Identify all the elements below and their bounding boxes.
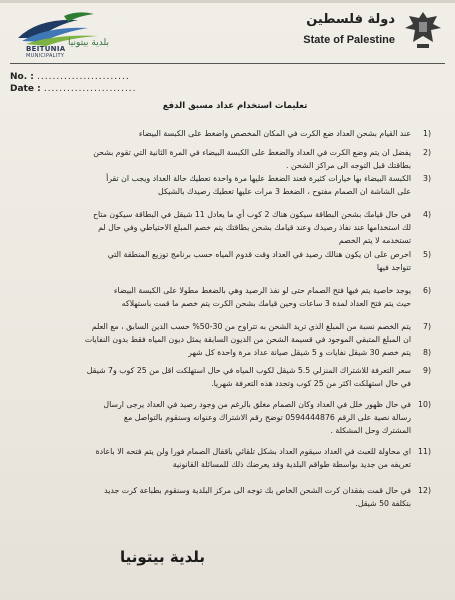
instruction-line: تعريفه من جديد بواسطة طواقم البلدية وقد يعرضك ذلك للمسائلة القانونية bbox=[172, 460, 411, 469]
instruction-number: 12) bbox=[418, 486, 431, 495]
instruction-line: يوجد خاصية يتم فيها فتح الصمام حتى لو نفذ الرصيد وهي بالضغط مطولا على الكبسة البيضاء bbox=[113, 286, 411, 295]
instruction-line: في حال قيامك بشحن البطاقة سيكون هناك 2 كوب أي ما يعادل 11 شيقل في البطاقة سيكون متاح bbox=[93, 210, 411, 219]
state-name-en: State of Palestine bbox=[303, 34, 395, 46]
instruction-line: في حال ظهور خلل في العداد وكان الصمام مغلق بالرغم من وجود رصيد في العداد يرجى ارسال bbox=[103, 400, 411, 409]
instruction-line: في حال استهلكت اكثر من 25 كوب وتجدد هذه التعرفة شهريا. bbox=[211, 379, 411, 388]
scan-edge bbox=[0, 0, 455, 3]
instruction-number: 3) bbox=[422, 174, 431, 183]
instruction-line: حيث يتم فتح العداد لمدة 3 ساعات وحين قيامك بشحن الكرت يتم خصم ما قمت باستهلاكه bbox=[121, 299, 411, 308]
document-title: تعليمات استخدام عداد مسبق الدفع bbox=[162, 101, 308, 111]
document-number: No. : ........................ bbox=[10, 72, 130, 82]
instruction-item bbox=[26, 346, 431, 359]
instruction-number: 10) bbox=[418, 400, 431, 409]
instruction-item bbox=[26, 445, 431, 471]
instruction-number: 2) bbox=[422, 148, 431, 157]
instruction-line: تتواجد فيها bbox=[376, 263, 411, 272]
instruction-line: يتم الخصم نسبة من المبلغ الذي تريد الشحن به تتراوح من 30-50% حسب الدين السابق ، مع العلم bbox=[91, 322, 411, 331]
municipality-name-ar-logo: بلدية بيتونيا bbox=[68, 38, 109, 48]
instruction-line: في حال قمت بفقدان كرت الشحن الخاص بك توجه الى مركز البلدية وسنقوم بطباعة كرت جديد bbox=[104, 486, 411, 495]
instruction-number: 7) bbox=[422, 322, 431, 331]
instruction-item bbox=[26, 208, 431, 247]
instruction-item bbox=[26, 172, 431, 198]
instruction-item bbox=[26, 284, 431, 310]
header-divider bbox=[10, 63, 445, 64]
instruction-line: لك استخدامها عند نفاذ رصيدك وعند قيامك بشحن بطاقتك يتم خصم المبلغ الاحتياطي وفي حال لم bbox=[98, 223, 411, 232]
instruction-line: رسالة نصية على الرقم 0594444876 توضح رقم الاشتراك وعنوانه وسنقوم بالتواصل مع bbox=[123, 413, 411, 422]
instruction-number: 11) bbox=[418, 447, 431, 456]
instruction-line: على الشاشة ان الصمام مفتوح ، الضغط 3 مرات عليها تعطيك رصيدك بالشيكل bbox=[158, 187, 411, 196]
instruction-item bbox=[26, 364, 431, 390]
instruction-number: 4) bbox=[422, 210, 431, 219]
instruction-item bbox=[26, 146, 431, 172]
instruction-number: 8) bbox=[422, 348, 431, 357]
instruction-item bbox=[26, 248, 431, 274]
instruction-line: ان المبلغ المتبقي الموجود في قسيمة الشحن من الديون السابقة يمثل ديون المياه فقط بدون النفايات bbox=[84, 335, 411, 344]
instruction-item bbox=[26, 484, 431, 510]
instruction-number: 6) bbox=[422, 286, 431, 295]
instruction-line: بتكلفة 50 شيقل. bbox=[355, 499, 411, 508]
signoff-municipality: بلدية بيتونيا bbox=[119, 548, 205, 566]
instruction-line: يفضل ان يتم وضع الكرت في العداد والضغط على الكبسة البيضاء في المرة الثانية التي تقوم بشحن bbox=[93, 148, 411, 157]
beitunia-logo bbox=[8, 8, 132, 60]
instruction-line: بطاقتك قبل التوجه الى مراكز الشحن . bbox=[285, 161, 411, 170]
palestine-eagle-emblem-icon bbox=[403, 8, 443, 52]
instruction-number: 9) bbox=[422, 366, 431, 375]
instruction-number: 1) bbox=[422, 129, 431, 138]
instruction-item bbox=[26, 320, 431, 346]
instruction-line: المشترك وحل المشكلة . bbox=[330, 426, 411, 435]
instruction-line: سعر التعرفة للاشتراك المنزلي 5.5 شيقل لكوب المياه في حال استهلكت اقل من 25 كوب و7 شيقل bbox=[86, 366, 411, 375]
instruction-line: يتم خصم 30 شيقل نفايات و 5 شيقل صيانة عداد مرة واحدة كل شهر bbox=[188, 348, 411, 357]
instruction-line: اي محاولة للعبث في العداد سيقوم العداد بشكل تلقائي باقفال الصمام فورا ولن يتم فتحه الا باعادة bbox=[95, 447, 411, 456]
instruction-line: تستخدمه لا يتم الخصم bbox=[338, 236, 411, 245]
instruction-line: احرص على ان يكون هنالك رصيد في العداد وقت قدوم المياه حسب برنامج توزيع المنطقة التي bbox=[107, 250, 411, 259]
instruction-line: الكبسة البيضاء بها خيارات كثيرة فعند الضغط عليها مرة واحدة تعطيك حالة العداد ويجب ان تقرأ bbox=[106, 174, 411, 183]
document-date: Date : ........................ bbox=[10, 84, 137, 94]
instruction-item bbox=[26, 127, 431, 140]
instruction-item bbox=[26, 398, 431, 437]
instruction-line: عند القيام بشحن العداد ضع الكرت في المكان المخصص واضغط على الكبسة البيضاء bbox=[138, 129, 411, 138]
municipality-name-en: BEITUNIA MUNICIPALITY bbox=[26, 45, 66, 59]
instruction-number: 5) bbox=[422, 250, 431, 259]
state-name-ar: دولة فلسطين bbox=[306, 12, 395, 27]
